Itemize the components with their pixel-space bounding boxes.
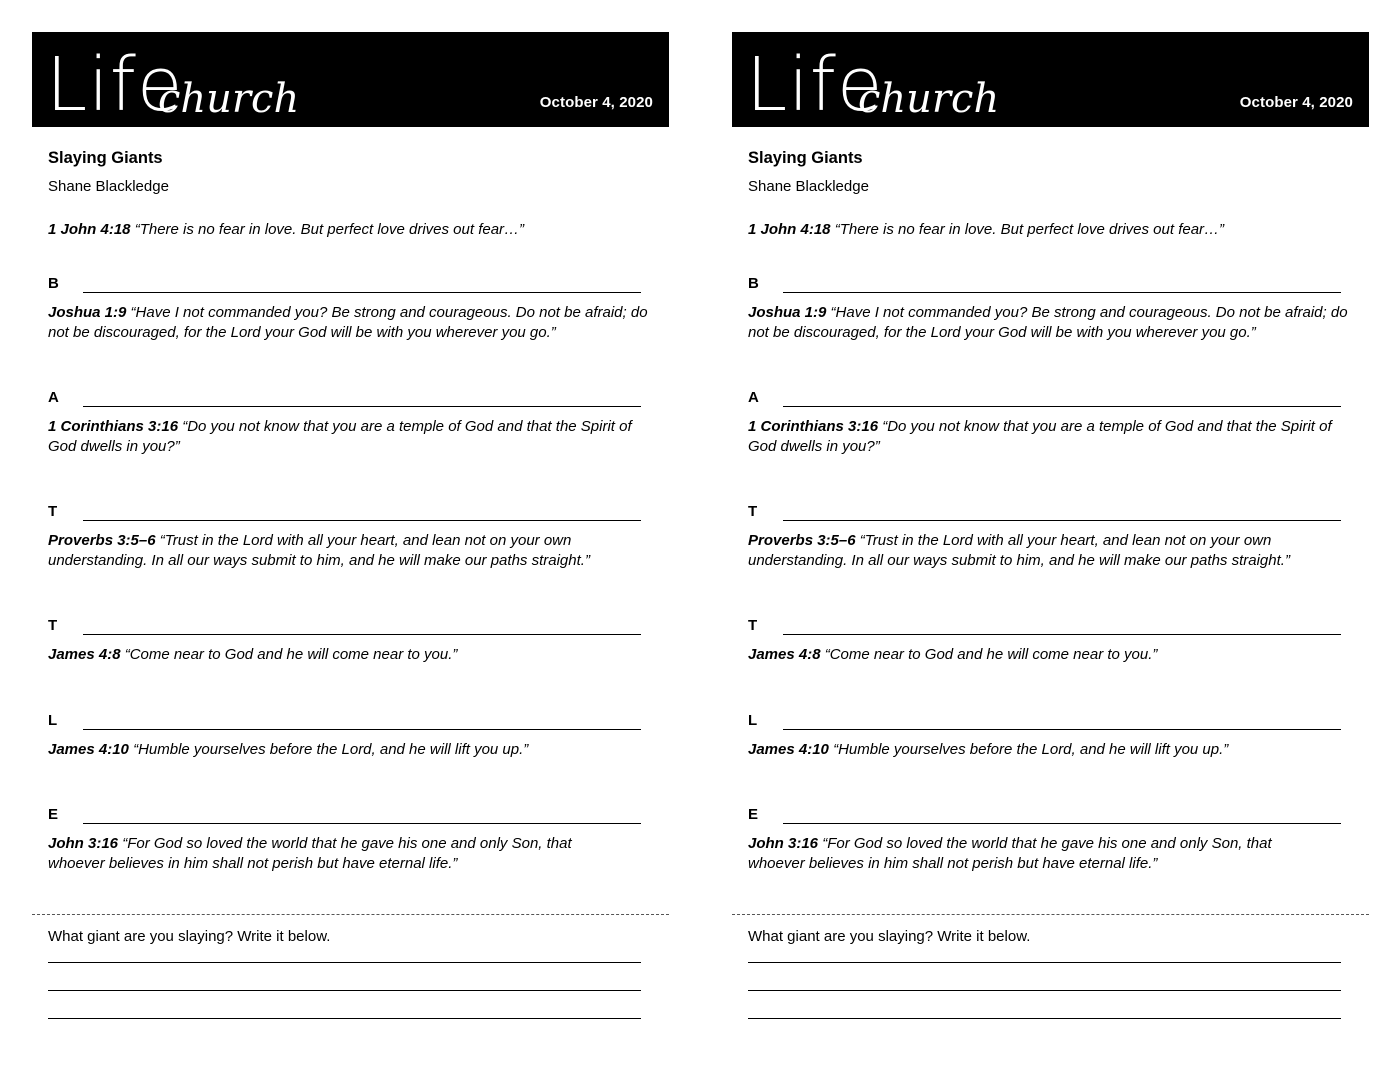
verse-ref: 1 Corinthians 3:16 bbox=[748, 418, 879, 435]
section-letter: B bbox=[748, 275, 759, 292]
verse bbox=[48, 303, 648, 342]
fill-in-blank[interactable] bbox=[783, 520, 1341, 521]
section-t1 bbox=[748, 503, 1348, 570]
write-line[interactable] bbox=[48, 1018, 641, 1019]
section-e bbox=[748, 806, 1348, 873]
section-letter: E bbox=[748, 806, 759, 823]
verse-text: “For God so loved the world that he gave his one and only Son, that whoever believes in him shall not perish but have eternal life.” bbox=[48, 835, 572, 872]
fill-in-blank[interactable] bbox=[783, 406, 1341, 407]
verse-ref: Joshua 1:9 bbox=[48, 304, 127, 321]
verse-text: “There is no fear in love. But perfect love drives out fear…” bbox=[830, 221, 1225, 238]
section-letter: T bbox=[48, 617, 58, 634]
verse-text: “Do you not know that you are a temple of God and that the Spirit of God dwells in you?” bbox=[48, 418, 632, 455]
verse-ref: John 3:16 bbox=[48, 835, 119, 852]
section-l bbox=[48, 712, 648, 760]
verse-ref: 1 John 4:18 bbox=[48, 221, 131, 238]
section-letter: L bbox=[748, 712, 758, 729]
fill-in-blank[interactable] bbox=[783, 729, 1341, 730]
write-line[interactable] bbox=[48, 962, 641, 963]
verse-text: “Trust in the Lord with all your heart, and lean not on your own understanding. In all our ways submit to him, and he will make our paths straight.” bbox=[48, 532, 590, 569]
logo-church-text: church bbox=[158, 76, 300, 122]
verse bbox=[748, 740, 1348, 760]
verse-text: “Humble yourselves before the Lord, and he will lift you up.” bbox=[828, 741, 1229, 758]
section-letter: T bbox=[748, 617, 758, 634]
verse-ref: Proverbs 3:5–6 bbox=[48, 532, 156, 549]
speaker-name: Shane Blackledge bbox=[48, 178, 169, 195]
service-date: October 4, 2020 bbox=[1239, 94, 1353, 111]
verse-ref: James 4:10 bbox=[48, 741, 129, 758]
verse-ref: James 4:10 bbox=[748, 741, 829, 758]
intro-verse bbox=[748, 221, 1224, 238]
verse bbox=[48, 417, 648, 456]
reflection-prompt: What giant are you slaying? Write it below. bbox=[748, 928, 1031, 945]
verse-ref: 1 Corinthians 3:16 bbox=[48, 418, 179, 435]
verse-text: “Come near to God and he will come near to you.” bbox=[120, 646, 458, 663]
verse-ref: Joshua 1:9 bbox=[748, 304, 827, 321]
section-l bbox=[748, 712, 1348, 760]
verse bbox=[48, 531, 648, 570]
section-a bbox=[748, 389, 1348, 456]
fill-in-blank[interactable] bbox=[783, 634, 1341, 635]
verse bbox=[748, 303, 1348, 342]
life-church-logo bbox=[746, 42, 1006, 122]
fill-in-blank[interactable] bbox=[83, 520, 641, 521]
verse bbox=[748, 834, 1288, 873]
verse-ref: John 3:16 bbox=[748, 835, 819, 852]
sermon-title: Slaying Giants bbox=[748, 149, 863, 167]
fill-in-blank[interactable] bbox=[83, 634, 641, 635]
section-t2 bbox=[748, 617, 1348, 665]
verse-ref: James 4:8 bbox=[48, 646, 121, 663]
verse bbox=[748, 531, 1348, 570]
verse bbox=[748, 645, 1348, 665]
verse-text: “Have I not commanded you? Be strong and courageous. Do not be afraid; do not be discouraged, for the Lord your God will be with you wherever you go.” bbox=[748, 304, 1348, 341]
sermon-notes-sheet-right bbox=[732, 32, 1369, 1072]
fill-in-blank[interactable] bbox=[783, 823, 1341, 824]
speaker-name: Shane Blackledge bbox=[748, 178, 869, 195]
fill-in-blank[interactable] bbox=[83, 406, 641, 407]
cut-line bbox=[732, 914, 1369, 915]
fill-in-blank[interactable] bbox=[783, 292, 1341, 293]
section-t1 bbox=[48, 503, 648, 570]
section-letter: A bbox=[48, 389, 59, 406]
verse-text: “There is no fear in love. But perfect love drives out fear…” bbox=[130, 221, 525, 238]
logo-life-text: Life bbox=[746, 42, 884, 122]
section-letter: T bbox=[48, 503, 58, 520]
verse-text: “Have I not commanded you? Be strong and courageous. Do not be afraid; do not be discouraged, for the Lord your God will be with you wherever you go.” bbox=[48, 304, 648, 341]
section-t2 bbox=[48, 617, 648, 665]
write-line[interactable] bbox=[748, 1018, 1341, 1019]
section-letter: L bbox=[48, 712, 58, 729]
verse bbox=[48, 645, 648, 665]
section-a bbox=[48, 389, 648, 456]
section-letter: E bbox=[48, 806, 59, 823]
intro-verse bbox=[48, 221, 524, 238]
section-b bbox=[48, 275, 648, 342]
fill-in-blank[interactable] bbox=[83, 729, 641, 730]
verse-text: “Do you not know that you are a temple of God and that the Spirit of God dwells in you?” bbox=[748, 418, 1332, 455]
write-line[interactable] bbox=[748, 962, 1341, 963]
service-date: October 4, 2020 bbox=[539, 94, 653, 111]
verse-text: “Come near to God and he will come near to you.” bbox=[820, 646, 1158, 663]
section-letter: A bbox=[748, 389, 759, 406]
section-letter: T bbox=[748, 503, 758, 520]
verse-text: “For God so loved the world that he gave his one and only Son, that whoever believes in him shall not perish but have eternal life.” bbox=[748, 835, 1272, 872]
fill-in-blank[interactable] bbox=[83, 292, 641, 293]
verse bbox=[748, 417, 1348, 456]
section-b bbox=[748, 275, 1348, 342]
section-letter: B bbox=[48, 275, 59, 292]
verse-ref: 1 John 4:18 bbox=[748, 221, 831, 238]
write-line[interactable] bbox=[48, 990, 641, 991]
header-banner bbox=[732, 32, 1369, 127]
verse-ref: James 4:8 bbox=[748, 646, 821, 663]
header-banner bbox=[32, 32, 669, 127]
logo-life-text: Life bbox=[46, 42, 184, 122]
fill-in-blank[interactable] bbox=[83, 823, 641, 824]
sermon-notes-sheet-left bbox=[32, 32, 669, 1072]
sermon-title: Slaying Giants bbox=[48, 149, 163, 167]
cut-line bbox=[32, 914, 669, 915]
verse-text: “Humble yourselves before the Lord, and he will lift you up.” bbox=[128, 741, 529, 758]
reflection-prompt: What giant are you slaying? Write it below. bbox=[48, 928, 331, 945]
verse bbox=[48, 740, 648, 760]
write-line[interactable] bbox=[748, 990, 1341, 991]
verse-text: “Trust in the Lord with all your heart, and lean not on your own understanding. In all our ways submit to him, and he will make our paths straight.” bbox=[748, 532, 1290, 569]
section-e bbox=[48, 806, 648, 873]
verse-ref: Proverbs 3:5–6 bbox=[748, 532, 856, 549]
logo-church-text: church bbox=[858, 76, 1000, 122]
verse bbox=[48, 834, 588, 873]
life-church-logo bbox=[46, 42, 306, 122]
